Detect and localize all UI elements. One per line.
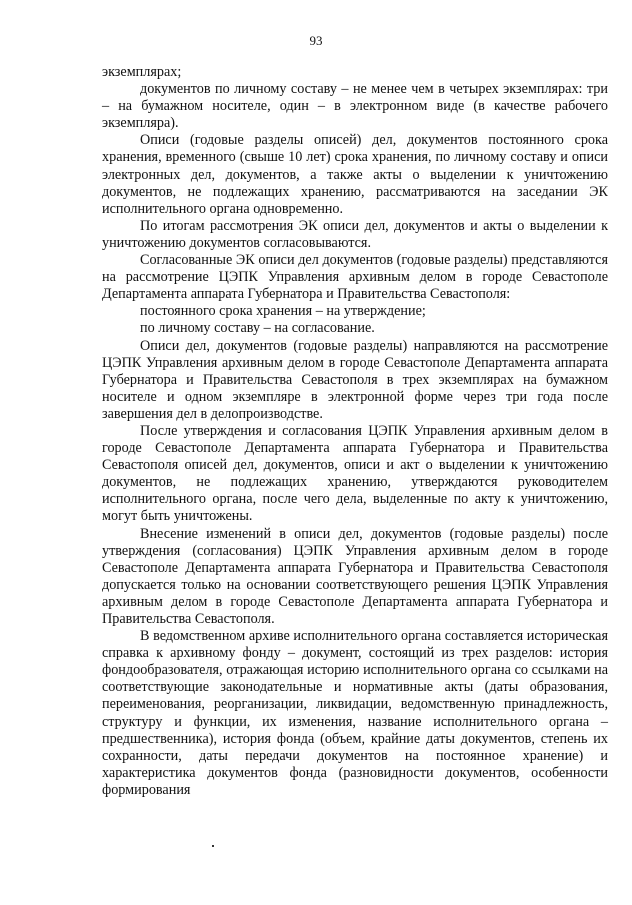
- scan-speck: [212, 845, 214, 847]
- paragraph: По итогам рассмотрения ЭК описи дел, документов и акты о выделении к уничтожению документов согласовываются.: [102, 217, 608, 251]
- paragraph: экземплярах;: [102, 64, 182, 80]
- paragraph: Внесение изменений в описи дел, документов (годовые разделы) после утверждения (согласования) ЦЭПК Управления архивным делом в городе Севастополе Департамента аппарата Губернатора и Правительства Севастополя допускается только на основании соответствующего решения ЦЭПК Управления архивным делом в городе Севастополе Департамента аппарата Губернатора и Правительства Севастополя.: [102, 525, 608, 627]
- paragraph: После утверждения и согласования ЦЭПК Управления архивным делом в городе Севастополе Департамента аппарата Губернатора и Правительства Севастополя описей дел, документов, описи и акт о выделении к уничтожению документов, не подлежащих хранению, утверждаются руководителем исполнительного органа, после чего дела, выделенные по акту к уничтожению, могут быть уничтожены.: [102, 422, 608, 525]
- paragraph: Согласованные ЭК описи дел документов (годовые разделы) представляются на рассмотрение ЦЭПК Управления архивным делом в городе Севастополе Департамента аппарата Губернатора и Правительства Севастополя:: [102, 252, 608, 303]
- page-body: [102, 64, 608, 799]
- list-item: по личному составу – на согласование.: [140, 320, 375, 337]
- paragraph: документов по личному составу – не менее чем в четырех экземплярах: три – на бумажном носителе, один – в электронном виде (в качестве рабочего экземпляра).: [102, 81, 608, 132]
- page-number: 93: [309, 33, 323, 48]
- paragraph: В ведомственном архиве исполнительного органа составляется историческая справка к архивному фонду – документ, состоящий из трех разделов: история фондообразователя, отражающая историю исполнительного органа со ссылками на соответствующие законодательные и нормативные акты (даты образования, переименования, реорганизации, ликвидации, ведомственную принадлежность, структуру и функции, их изменения, название исполнительного органа – предшественника), история фонда (объем, крайние даты документов, степень их сохранности, даты передачи документов на постоянное хранение) и характеристика документов фонда (разновидности документов, особенности формирования: [102, 628, 608, 798]
- paragraph: Описи (годовые разделы описей) дел, документов постоянного срока хранения, временного (свыше 10 лет) срока хранения, по личному составу и описи электронных дел, документов, а также акты о выделении к уничтожению документов, не подлежащих хранению, рассматриваются на заседании ЭК исполнительного органа одновременно.: [102, 132, 608, 217]
- list-item: постоянного срока хранения – на утверждение;: [140, 303, 426, 320]
- paragraph: Описи дел, документов (годовые разделы) направляются на рассмотрение ЦЭПК Управления архивным делом в городе Севастополе Департамента аппарата Губернатора и Правительства Севастополя в трех экземплярах на бумажном носителе и одном экземпляре в электронной форме через три года после завершения дел в делопроизводстве.: [102, 337, 608, 422]
